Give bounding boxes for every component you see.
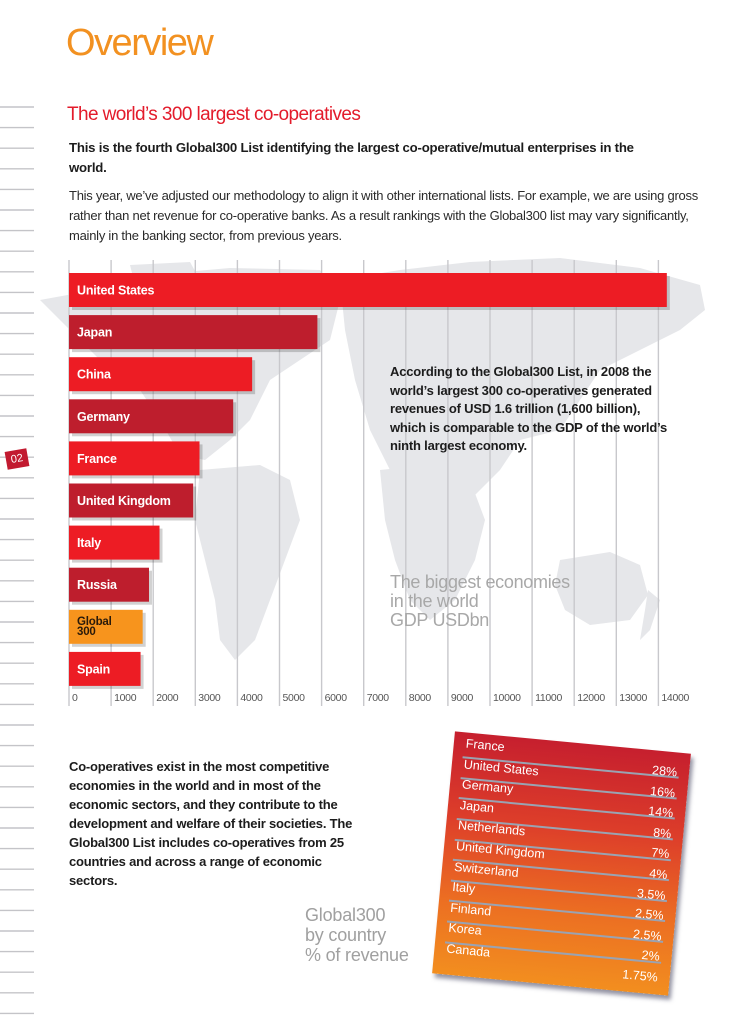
x-tick-label: 14000 <box>661 692 690 704</box>
lead-paragraph: This is the fourth Global300 List identifying the largest co-operative/mutual enterprises in the world. <box>69 140 634 175</box>
x-tick-label: 6000 <box>324 692 347 704</box>
bar-label: France <box>77 451 117 466</box>
x-tick-label: 13000 <box>619 692 648 704</box>
bar-label: United Kingdom <box>77 494 171 508</box>
country-percent: 3.5% <box>636 885 667 903</box>
bar-label: 300 <box>77 625 96 638</box>
x-tick-label: 5000 <box>282 692 305 704</box>
page-number-badge: 02 <box>5 448 30 470</box>
section-subtitle: The world’s 300 largest co-operatives <box>67 104 361 125</box>
chart-title-line: GDP USDbn <box>390 610 490 630</box>
country-name: Japan <box>459 798 495 816</box>
x-tick-label: 1000 <box>114 692 137 704</box>
intro-paragraph: This year, we’ve adjusted our methodology to align it with other international lists. For example, we are using gross rather than net revenue for co-operative banks. As a result rankings with the Global300 list may vary significantly, mainly in the banking sector, from previous years. <box>69 188 699 243</box>
country-name: United States <box>463 757 540 779</box>
bar-label: Russia <box>77 578 117 593</box>
country-name: Switzerland <box>453 859 520 880</box>
bar <box>69 273 667 307</box>
country-percent: 2.5% <box>634 906 665 923</box>
map-landmass <box>195 465 300 660</box>
x-tick-label: 3000 <box>198 692 221 704</box>
callout-text: According to the Global300 List, in 2008 the world’s largest 300 co-operatives generated revenues of USD 1.6 trillion (1,600 billion), which is comparable to the GDP of the world’s ninth largest economy. <box>390 364 668 453</box>
x-tick-label: 2000 <box>156 692 179 704</box>
bar-label: China <box>77 367 111 382</box>
x-tick-label: 4000 <box>240 692 263 704</box>
x-tick-label: 0 <box>72 692 78 704</box>
table-title-line: % of revenue <box>305 945 409 965</box>
country-percent: 1.75% <box>621 967 659 985</box>
chart-title-line: in the world <box>390 591 479 611</box>
country-name: Italy <box>451 880 476 897</box>
country-percent: 8% <box>652 825 672 841</box>
table-title-line: Global300 <box>305 905 386 925</box>
table-title-line: by country <box>305 925 387 945</box>
bar-label: Italy <box>77 536 102 551</box>
x-tick-label: 7000 <box>366 692 389 704</box>
country-percent: 2.5% <box>632 926 663 944</box>
country-percent: 4% <box>648 866 669 882</box>
bar-label: Germany <box>77 409 130 424</box>
country-table-title <box>305 905 409 965</box>
x-tick-label: 8000 <box>408 692 431 704</box>
x-tick-label: 9000 <box>450 692 474 704</box>
country-percent: 14% <box>647 804 674 821</box>
country-percent: 7% <box>650 845 670 862</box>
x-tick-label: 12000 <box>577 692 605 704</box>
bar-label: Japan <box>77 325 113 340</box>
country-name: Korea <box>447 921 483 939</box>
bar-label: Spain <box>77 662 111 677</box>
bar-label: United States <box>77 283 155 298</box>
country-percent: 16% <box>649 783 676 800</box>
country-percent: 28% <box>651 763 678 780</box>
country-name: France <box>465 736 506 755</box>
bar-label: Global <box>77 615 112 628</box>
page-title: Overview <box>66 22 213 64</box>
x-tick-label: 11000 <box>535 692 563 704</box>
country-name: Canada <box>445 941 491 960</box>
chart-title-line: The biggest economies <box>390 572 570 592</box>
body-paragraph: Co-operatives exist in the most competitive economies in the world and in most of the economic sectors, and they contribute to the development and welfare of their societies. The Global300 List includes co-operatives from 25 countries and across a range of economic sectors. <box>69 759 353 888</box>
country-percent: 2% <box>640 948 661 965</box>
country-revenue-card <box>432 731 691 995</box>
x-tick-label: 10000 <box>493 692 521 704</box>
country-name: Netherlands <box>457 818 526 839</box>
country-name: United Kingdom <box>455 839 546 862</box>
country-name: Germany <box>461 777 514 797</box>
chart-title <box>390 573 570 630</box>
country-name: Finland <box>449 900 492 919</box>
